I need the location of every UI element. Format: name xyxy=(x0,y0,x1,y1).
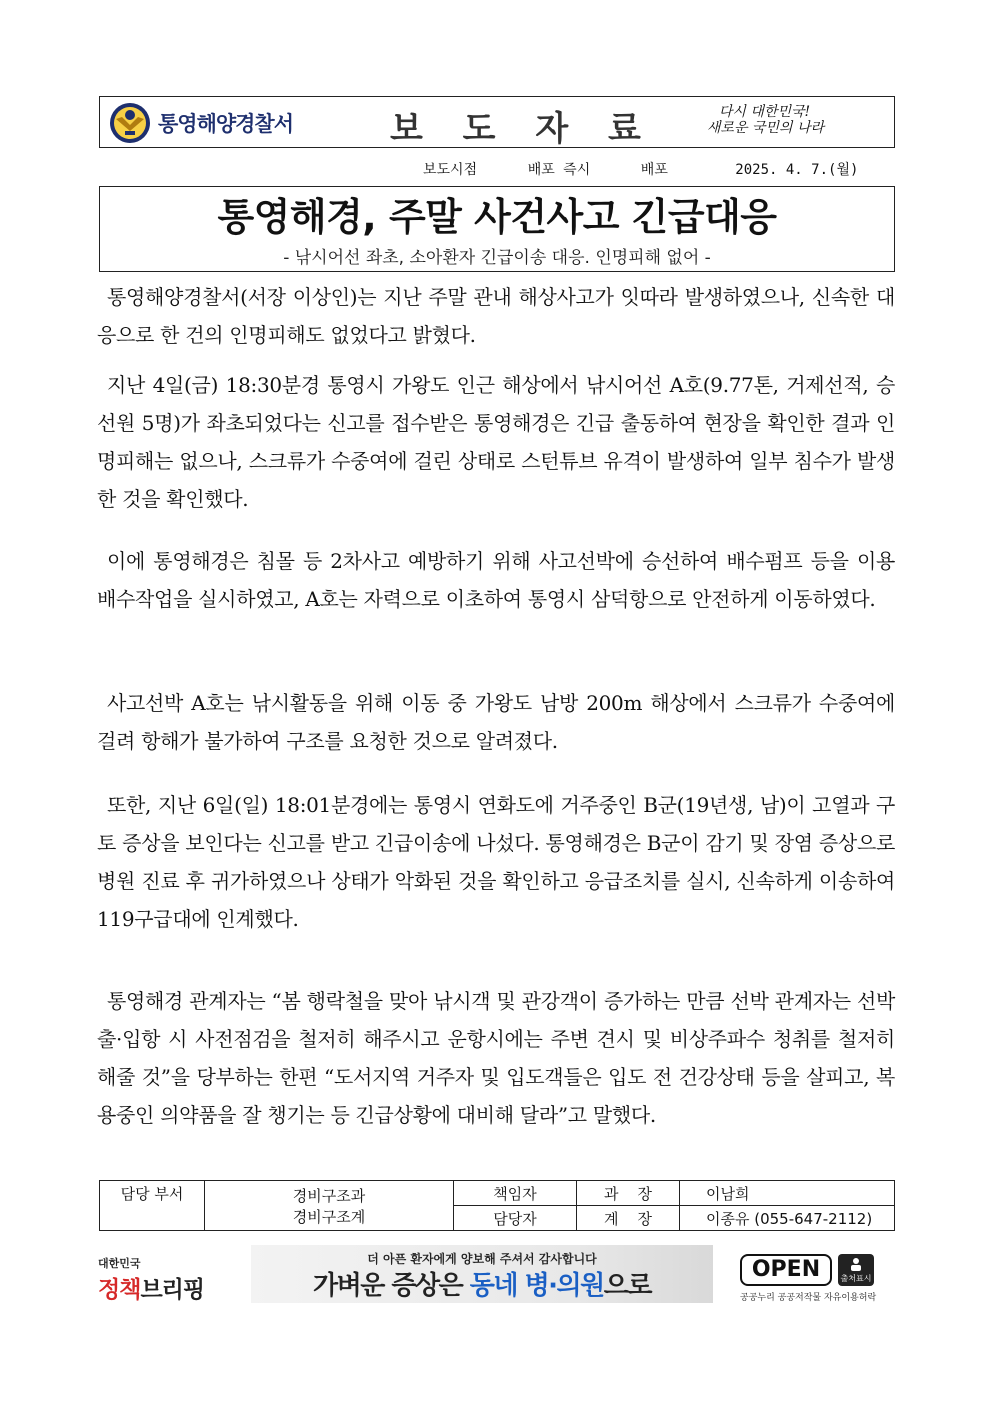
banner-main-2: 동네 병·의원 xyxy=(469,1271,604,1301)
open-license-label: OPEN xyxy=(740,1254,832,1286)
release-label: 보도시점 xyxy=(423,162,478,178)
dept-1: 경비구조과 xyxy=(292,1186,366,1205)
person-icon xyxy=(849,1257,863,1271)
paragraph-5: 또한, 지난 6일(일) 18:01분경에는 통영시 연화도에 거주중인 B군(19년생, 남)이 고열과 구토 증상을 보인다는 신고를 받고 긴급이송에 나섰다. 통영해경은 B군이 감기 및 장염 증상으로 병원 진료 후 귀가하였으나 상태가 악화된 것을 확인하고 응급조치를 실시, 신속하게 이송하여 119구급대에 인계했다. xyxy=(97,793,895,931)
agency-name: 통영해양경찰서 xyxy=(158,112,294,136)
release-info xyxy=(423,159,858,179)
paragraph-4: 사고선박 A호는 낚시활동을 위해 이동 중 가왕도 남방 200m 해상에서 스크류가 수중여에 걸려 항해가 불가하여 구조를 요청한 것으로 알려졌다. xyxy=(97,691,895,753)
staff-title: 계 장 xyxy=(577,1206,680,1231)
header-box xyxy=(99,96,895,148)
slogan xyxy=(706,104,824,136)
policy-briefing-text xyxy=(98,1277,204,1303)
slogan-line-2: 새로운 국민의 나라 xyxy=(706,120,824,136)
dept-2: 경비구조계 xyxy=(292,1207,366,1226)
dept-label: 담당 부서 xyxy=(100,1181,205,1231)
slogan-line-1: 다시 대한민국! xyxy=(718,104,811,120)
dept-cell xyxy=(205,1181,454,1231)
staff-name-phone: 이종유 (055-647-2112) xyxy=(680,1206,895,1231)
attribution-label: 출처표시 xyxy=(840,1274,872,1283)
kogl-caption: 공공누리 공공저작물 자유이용허락 xyxy=(740,1293,877,1303)
paragraph-2: 지난 4일(금) 18:30분경 통영시 가왕도 인근 해상에서 낚시어선 A호(9.77톤, 거제선적, 승선원 5명)가 좌초되었다는 신고를 접수받은 통영해경은 긴급 출동하여 현장을 확인한 결과 인명피해는 없으나, 스크류가 수중여에 걸린 상태로 스턴튜브 유격이 발생하여 일부 침수가 발생한 것을 확인했다. xyxy=(97,373,895,511)
paragraph-1: 통영해양경찰서(서장 이상인)는 지난 주말 관내 해상사고가 잇따라 발생하였으나, 신속한 대응으로 한 건의 인명피해도 없었다고 밝혔다. xyxy=(97,285,895,347)
release-date: 2025. 4. 7.(월) xyxy=(735,162,859,178)
banner-main-3: 으로 xyxy=(603,1271,652,1301)
headline: 통영해경, 주말 사건사고 긴급대응 xyxy=(217,195,777,239)
responsible-title: 과 장 xyxy=(577,1181,680,1206)
contact-table xyxy=(99,1180,895,1231)
release-timing: 배포 즉시 xyxy=(527,162,591,178)
policy-briefing-rest: 브리핑 xyxy=(140,1277,205,1303)
title-box xyxy=(99,186,895,272)
policy-briefing-small: 대한민국 xyxy=(98,1257,141,1270)
subheadline: - 낚시어선 좌초, 소아환자 긴급이송 대응. 인명피해 없어 - xyxy=(283,248,711,268)
policy-briefing-logo xyxy=(98,1255,204,1304)
campaign-banner xyxy=(251,1245,713,1303)
coast-guard-emblem-icon xyxy=(108,101,152,145)
paragraph-3: 이에 통영해경은 침몰 등 2차사고 예방하기 위해 사고선박에 승선하여 배수펌프 등을 이용 배수작업을 실시하였고, A호는 자력으로 이초하여 통영시 삼덕항으로 안전하게 이동하였다. xyxy=(97,549,895,611)
paragraph-6: 통영해경 관계자는 “봄 행락철을 맞아 낚시객 및 관강객이 증가하는 만큼 선박 관계자는 선박 출·입항 시 사전점검을 철저히 해주시고 운항시에는 주변 견시 및 비상주파수 청취를 철저히 해줄 것”을 당부하는 한편 “도서지역 거주자 및 입도객들은 입도 전 건강상태 등을 살피고, 복용중인 의약품을 잘 챙기는 등 긴급상황에 대비해 달라”고 말했다. xyxy=(97,989,895,1127)
policy-briefing-red: 정책 xyxy=(98,1277,141,1303)
banner-main-1: 가벼운 증상은 xyxy=(312,1271,470,1301)
attribution-badge xyxy=(838,1254,874,1286)
kogl-license xyxy=(740,1254,884,1303)
banner-top-text: 더 아픈 환자에게 양보해 주셔서 감사합니다 xyxy=(367,1252,597,1266)
staff-label: 담당자 xyxy=(454,1206,577,1231)
distribution-label: 배포 xyxy=(640,162,668,178)
responsible-label: 책임자 xyxy=(454,1181,577,1206)
responsible-name: 이남희 xyxy=(680,1181,895,1206)
doc-type-title: 보 도 자 료 xyxy=(390,109,655,149)
agency-logo xyxy=(108,101,293,145)
banner-main-text xyxy=(251,1265,713,1302)
